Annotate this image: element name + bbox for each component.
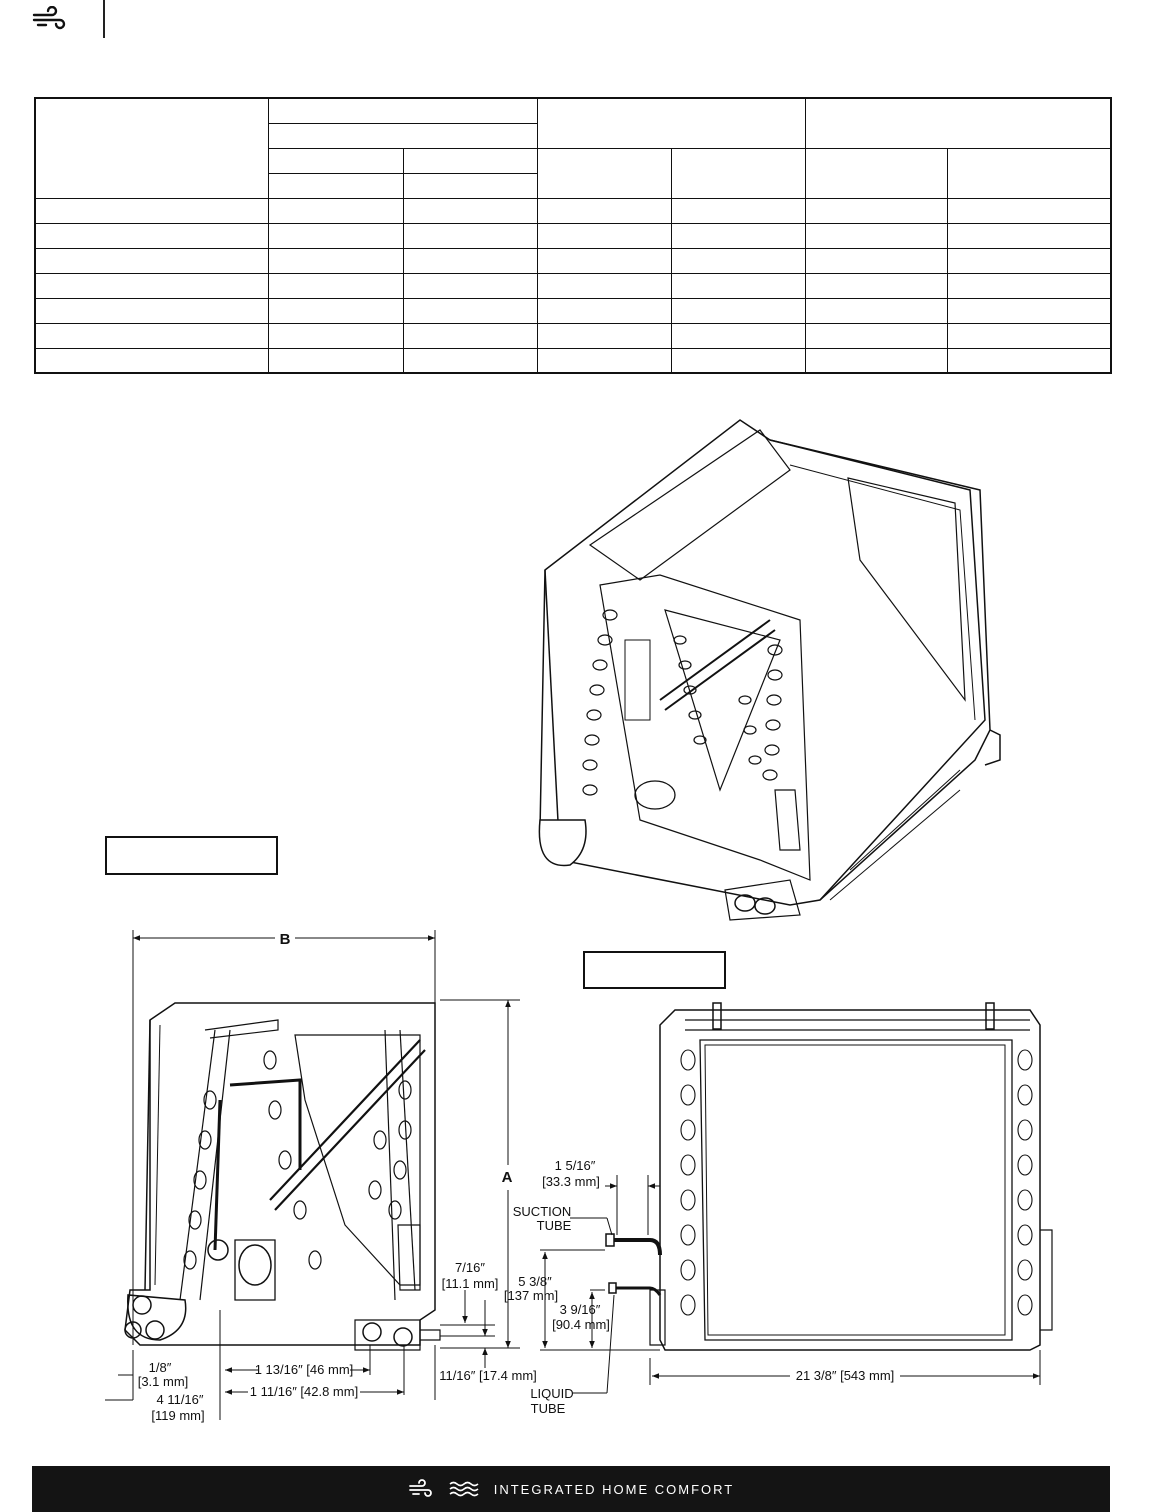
dim-1-5-16: 1 5/16″: [554, 1158, 596, 1173]
coil-side-view: [125, 1003, 440, 1350]
dim-7-16: 7/16″: [455, 1260, 485, 1275]
dim-21-3-8: 21 3/8″ [543 mm]: [795, 1368, 895, 1383]
dim-4-11-16-mm: [119 mm]: [151, 1408, 205, 1423]
coil-front-view: [606, 1003, 1052, 1350]
coil-isometric-view: [539, 420, 1000, 920]
dim-5-3-8-mm: [137 mm]: [503, 1288, 559, 1303]
dim-1-5-16-mm: [33.3 mm]: [542, 1174, 600, 1189]
dim-1-8: 1/8″: [148, 1360, 172, 1375]
dim-5-3-8: 5 3/8″: [518, 1274, 552, 1289]
suction-tube-label: SUCTION: [512, 1204, 572, 1219]
dim-4-11-16: 4 11/16″: [156, 1392, 204, 1407]
suction-tube-label: TUBE: [536, 1218, 572, 1233]
footer-brand-text: INTEGRATED HOME COMFORT: [493, 1481, 735, 1497]
dim-a-label: A: [501, 1169, 513, 1186]
dim-1-11-16: 1 11/16″ [42.8 mm]: [249, 1384, 359, 1399]
water-waves-icon: [448, 1479, 480, 1499]
dim-3-9-16-mm: [90.4 mm]: [552, 1317, 610, 1332]
dim-3-9-16: 3 9/16″: [559, 1302, 601, 1317]
dim-11-16: 11/16″ [17.4 mm]: [439, 1368, 537, 1383]
footer-bar: [32, 1466, 1110, 1512]
dim-1-8-mm: [3.1 mm]: [137, 1374, 189, 1389]
wind-icon: [408, 1479, 434, 1499]
dim-7-16-mm: [11.1 mm]: [441, 1276, 499, 1291]
dim-b-label: B: [279, 931, 291, 948]
dim-1-13-16: 1 13/16″ [46 mm]: [254, 1362, 354, 1377]
liquid-tube-label: TUBE: [530, 1401, 566, 1416]
liquid-tube-label: LIQUID: [530, 1386, 574, 1401]
